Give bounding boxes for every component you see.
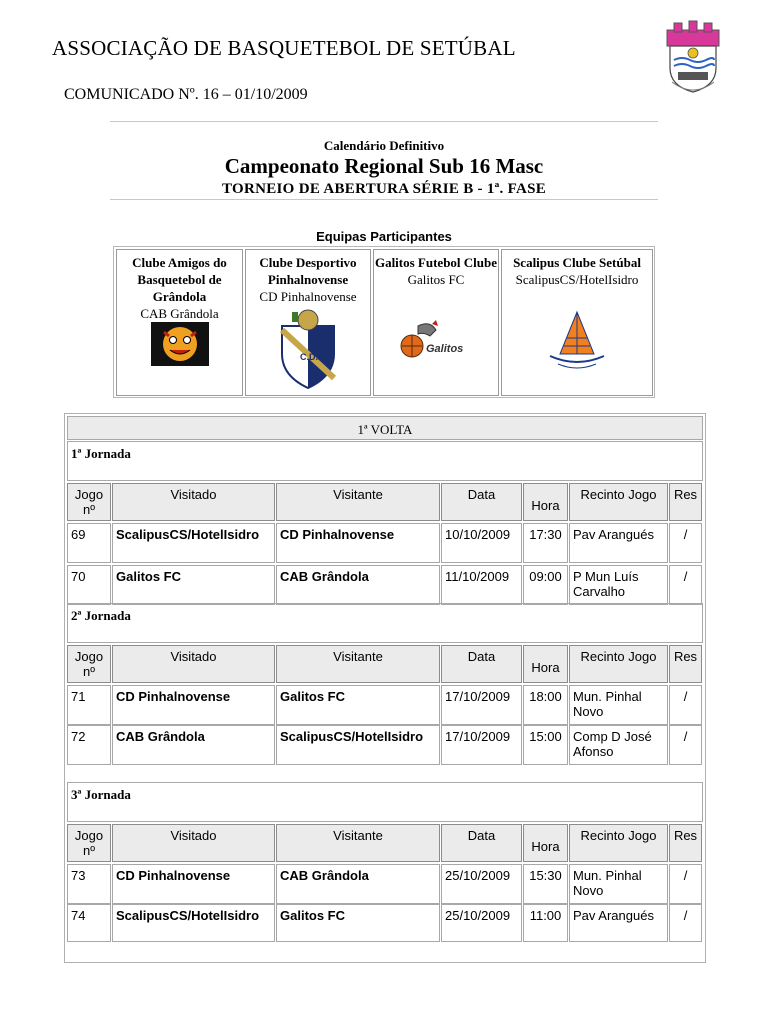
col-header-date: Data xyxy=(441,824,522,862)
game-result: / xyxy=(669,725,702,765)
team-name: Scalipus Clube Setúbal xyxy=(513,255,641,270)
game-time: 15:00 xyxy=(523,725,568,765)
team-card xyxy=(116,249,243,396)
game-date: 17/10/2009 xyxy=(441,685,522,725)
team-name: Clube Amigos do Basquetebol de Grândola xyxy=(132,255,227,304)
team-short-name: CD Pinhalnovense xyxy=(259,289,357,304)
tournament-title: TORNEIO DE ABERTURA SÉRIE B - 1ª. FASE xyxy=(221,181,547,197)
game-time: 15:30 xyxy=(523,864,568,904)
col-header-away: Visitante xyxy=(276,483,440,521)
svg-text:Galitos: Galitos xyxy=(426,343,464,355)
team-short-name: CAB Grândola xyxy=(140,306,219,321)
col-header-venue: Recinto Jogo xyxy=(569,483,668,521)
game-time: 18:00 xyxy=(523,685,568,725)
jornada-title: 1ª Jornada xyxy=(67,441,703,481)
col-header-game-number: Jogo nº xyxy=(67,824,111,862)
svg-text:C.D.P.: C.D.P. xyxy=(300,352,326,362)
team-card xyxy=(501,249,653,396)
game-result: / xyxy=(669,685,702,725)
col-header-result: Res xyxy=(669,645,702,683)
col-header-result: Res xyxy=(669,483,702,521)
home-team: Galitos FC xyxy=(112,565,275,605)
home-team: ScalipusCS/HotelIsidro xyxy=(112,904,275,942)
col-header-away: Visitante xyxy=(276,645,440,683)
game-number: 72 xyxy=(67,725,111,765)
org-title: ASSOCIAÇÃO DE BASQUETEBOL DE SETÚBAL xyxy=(52,36,516,60)
team-name: Clube Desportivo Pinhalnovense xyxy=(259,255,357,287)
game-number: 73 xyxy=(67,864,111,904)
game-date: 25/10/2009 xyxy=(441,864,522,904)
col-header-venue: Recinto Jogo xyxy=(569,824,668,862)
col-header-time: Hora xyxy=(523,645,568,683)
game-number: 71 xyxy=(67,685,111,725)
galitos-logo-icon xyxy=(396,320,476,364)
game-venue: P Mun Luís Carvalho xyxy=(569,565,668,605)
game-venue: Pav Arangués xyxy=(569,904,668,942)
home-team: ScalipusCS/HotelIsidro xyxy=(112,523,275,563)
home-team: CD Pinhalnovense xyxy=(112,685,275,725)
away-team: CAB Grândola xyxy=(276,565,440,605)
scalipus-logo-icon xyxy=(546,308,608,376)
away-team: Galitos FC xyxy=(276,685,440,725)
col-header-game-number: Jogo nº xyxy=(67,483,111,521)
teams-heading: Equipas Participantes xyxy=(316,229,452,244)
col-header-home: Visitado xyxy=(112,645,275,683)
game-number: 69 xyxy=(67,523,111,563)
calendar-subtitle: Calendário Definitivo xyxy=(323,138,445,153)
game-venue: Mun. Pinhal Novo xyxy=(569,685,668,725)
game-date: 10/10/2009 xyxy=(441,523,522,563)
game-time: 09:00 xyxy=(523,565,568,605)
home-team: CD Pinhalnovense xyxy=(112,864,275,904)
col-header-date: Data xyxy=(441,483,522,521)
team-card xyxy=(245,249,371,396)
team-short-name: ScalipusCS/HotelIsidro xyxy=(515,272,639,287)
game-time: 17:30 xyxy=(523,523,568,563)
team-name: Galitos Futebol Clube xyxy=(374,255,498,270)
team-short-name: Galitos FC xyxy=(407,272,465,287)
championship-title: Campeonato Regional Sub 16 Masc xyxy=(224,154,544,178)
away-team: CD Pinhalnovense xyxy=(276,523,440,563)
col-header-date: Data xyxy=(441,645,522,683)
game-date: 11/10/2009 xyxy=(441,565,522,605)
cd-pinhalnovense-logo-icon xyxy=(278,308,338,394)
round-title: 1ª VOLTA xyxy=(67,416,703,440)
col-header-time: Hora xyxy=(523,824,568,862)
game-result: / xyxy=(669,864,702,904)
home-team: CAB Grândola xyxy=(112,725,275,765)
away-team: CAB Grândola xyxy=(276,864,440,904)
col-header-home: Visitado xyxy=(112,824,275,862)
communique-number: COMUNICADO Nº. 16 – 01/10/2009 xyxy=(64,86,308,103)
schedule-table xyxy=(64,413,706,963)
game-venue: Mun. Pinhal Novo xyxy=(569,864,668,904)
jornada-title: 3ª Jornada xyxy=(67,782,703,822)
game-result: / xyxy=(669,523,702,563)
game-number: 74 xyxy=(67,904,111,942)
col-header-time: Hora xyxy=(523,483,568,521)
game-result: / xyxy=(669,565,702,605)
association-crest-icon xyxy=(664,20,722,94)
col-header-result: Res xyxy=(669,824,702,862)
away-team: ScalipusCS/HotelIsidro xyxy=(276,725,440,765)
game-result: / xyxy=(669,904,702,942)
team-card xyxy=(373,249,499,396)
col-header-away: Visitante xyxy=(276,824,440,862)
teams-table xyxy=(113,246,655,398)
col-header-game-number: Jogo nº xyxy=(67,645,111,683)
game-date: 17/10/2009 xyxy=(441,725,522,765)
game-date: 25/10/2009 xyxy=(441,904,522,942)
col-header-home: Visitado xyxy=(112,483,275,521)
jornada-title: 2ª Jornada xyxy=(67,603,703,643)
game-venue: Comp D José Afonso xyxy=(569,725,668,765)
col-header-venue: Recinto Jogo xyxy=(569,645,668,683)
game-number: 70 xyxy=(67,565,111,605)
cab-grandola-logo-icon xyxy=(151,322,209,370)
game-venue: Pav Arangués xyxy=(569,523,668,563)
away-team: Galitos FC xyxy=(276,904,440,942)
game-time: 11:00 xyxy=(523,904,568,942)
